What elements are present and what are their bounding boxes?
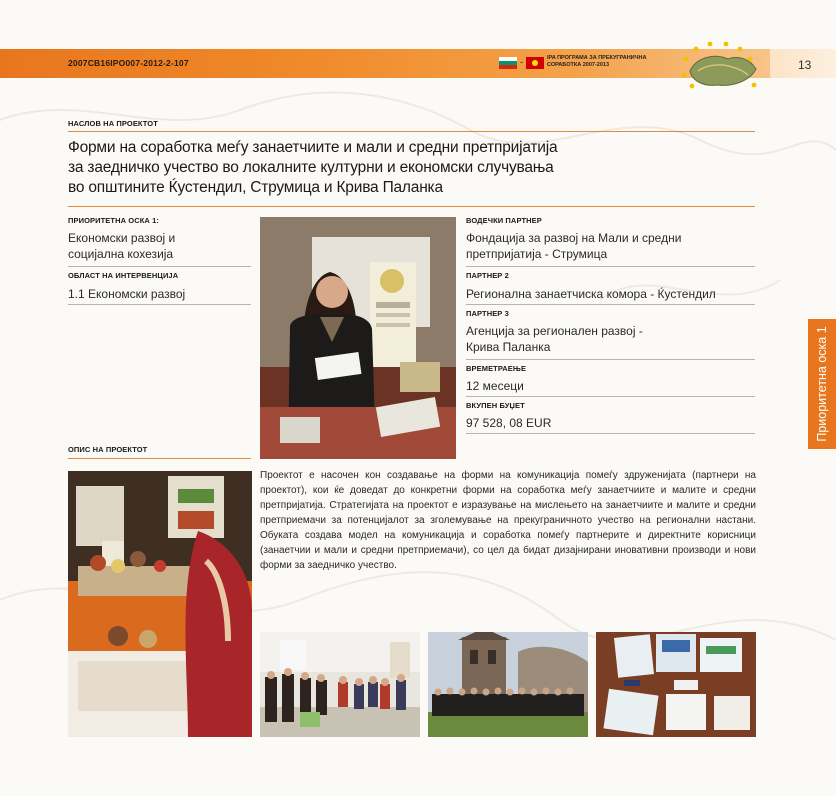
priority-axis-value — [68, 230, 175, 262]
divider — [466, 433, 755, 434]
priority-axis-tab-label: Приоритетна оска 1 — [815, 326, 829, 442]
eu-stars-map-logo — [676, 41, 768, 91]
divider — [68, 304, 251, 305]
divider — [466, 266, 755, 267]
lead-partner-line-2: претпријатија - Струмица — [466, 247, 608, 261]
project-title-line-1: Форми на соработка меѓу занаетчиите и мали и средни претпријатија — [68, 139, 558, 156]
group-photo — [428, 632, 588, 737]
priority-axis-label: ПРИОРИТЕТНА ОСКА 1: — [68, 216, 159, 225]
partner3-label: ПАРТНЕР 3 — [466, 309, 509, 318]
project-title-line-2: за заедничко учество во локалните културни и економски случувања — [68, 159, 554, 176]
divider — [466, 304, 755, 305]
divider — [68, 266, 251, 267]
brochures-photo — [596, 632, 756, 737]
project-code: 2007CB16IPO007-2012-2-107 — [68, 58, 189, 68]
flag-separator: - — [520, 57, 523, 67]
lead-partner-value — [466, 230, 681, 262]
page-number: 13 — [798, 58, 812, 72]
audience-photo — [260, 632, 420, 737]
lead-partner-line-1: Фондација за развој на Мали и средни — [466, 231, 682, 245]
divider — [466, 396, 755, 397]
partner2-label: ПАРТНЕР 2 — [466, 271, 509, 280]
budget-value: 97 528, 08 EUR — [466, 416, 552, 430]
project-title-line-3: во општините Ќустендил, Струмица и Крива Паланка — [68, 179, 443, 196]
duration-label: ВРЕМЕТРАЕЊЕ — [466, 364, 527, 373]
speaker-photo — [260, 217, 456, 459]
project-title — [68, 138, 628, 198]
project-description: Проектот е насочен кон создавање на форми на комуникација помеѓу здруженијата (партнери на проектот), кои ќе доведат до конкретни форми на соработка меѓу занаетчиите и малите и средни претпријатија. Стратегијата на проектот е изразување на мислењето на занаетчиите и малите и средни претприемачи за потенцијалот за зголемување на прекуграничното учество на регионални настани. Обуката создава модел на комуникација и соработка помеѓу партнерите и директните корисници (занаетчии и мали и средни претприемачи), со цел да бидат дизајнирани иновативни производи и нови форми за заедничко учество. — [260, 470, 756, 571]
priority-axis-line-2: социјална кохезија — [68, 247, 174, 261]
description-rule — [68, 458, 251, 459]
project-title-label: НАСЛОВ НА ПРОЕКТОТ — [68, 119, 158, 128]
budget-label: ВКУПЕН БУЏЕТ — [466, 401, 525, 410]
priority-axis-tab — [808, 319, 836, 449]
intervention-area-label: ОБЛАСТ НА ИНТЕРВЕНЦИЈА — [68, 271, 179, 280]
description-label: ОПИС НА ПРОЕКТОТ — [68, 445, 148, 454]
intervention-area-value: 1.1 Економски развој — [68, 287, 186, 301]
macedonia-flag-icon — [526, 57, 544, 69]
partner3-line-1: Агенција за регионален развој - — [466, 324, 643, 338]
program-name: IPA ПРОГРАМА ЗА ПРЕКУГРАНИЧНА СОРАБОТКА 2007-2013 — [547, 55, 647, 68]
partner3-line-2: Крива Паланка — [466, 340, 551, 354]
partner2-value: Регионална занаетчиска комора - Ќустендил — [466, 287, 716, 301]
title-rule-top — [68, 131, 755, 132]
bulgaria-flag-icon — [499, 57, 517, 69]
title-rule-bottom — [68, 206, 755, 207]
exhibition-photo — [68, 471, 252, 737]
partner3-value — [466, 323, 643, 355]
divider — [466, 359, 755, 360]
priority-axis-line-1: Економски развој и — [68, 231, 176, 245]
duration-value: 12 месеци — [466, 379, 524, 393]
lead-partner-label: ВОДЕЧКИ ПАРТНЕР — [466, 216, 542, 225]
